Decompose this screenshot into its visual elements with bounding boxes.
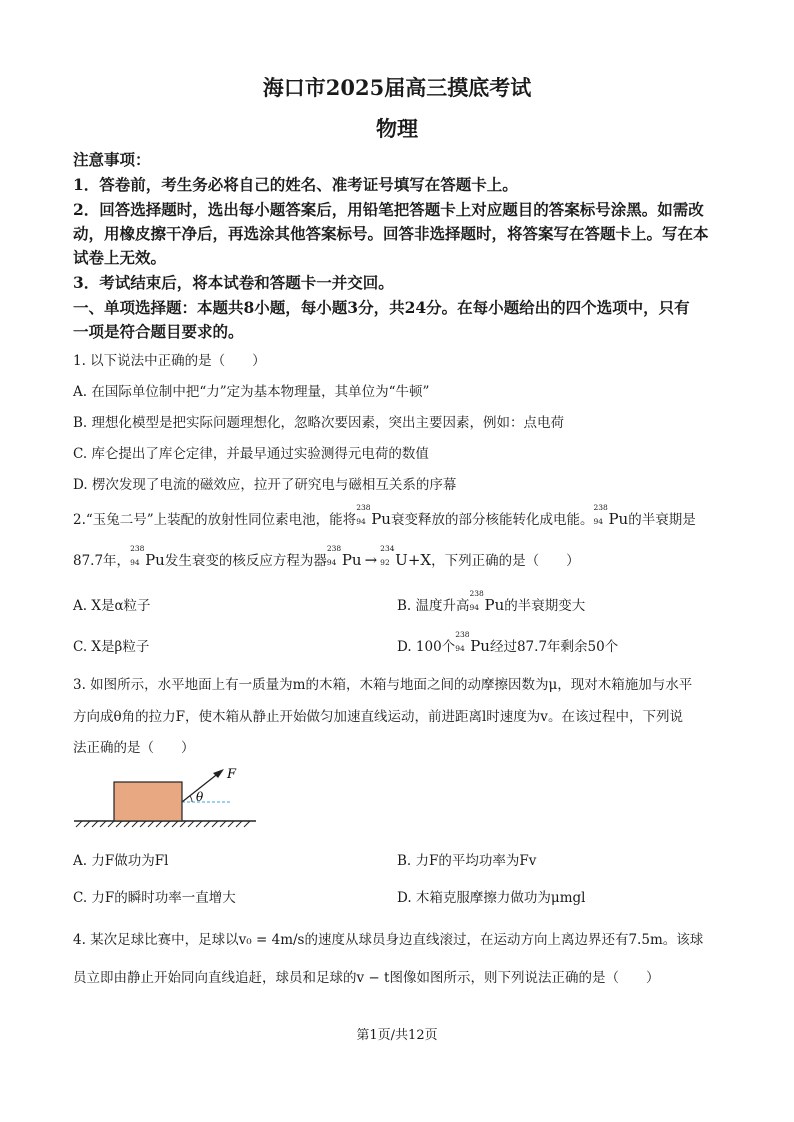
q2-option-b-text-end: 的半衰期变大	[504, 598, 586, 614]
wooden-box	[114, 782, 182, 821]
nuclide-pu-238: 238 94 Pu	[356, 503, 391, 528]
nuclide-pu-238: 238 94 Pu	[593, 503, 629, 528]
notice-item-2-cont: 动，用橡皮擦干净后，再选涂其他答案标号。回答非选择题时，将答案写在答题卡上。写在本	[73, 224, 709, 243]
q2-option-a: A. X是α粒子	[73, 598, 151, 614]
ground-hatching	[76, 821, 250, 827]
section-heading-line2: 一项是符合题目要求的。	[73, 322, 244, 341]
notice-heading: 注意事项：	[73, 150, 151, 169]
nuclide-u-234: 234 92 U	[380, 544, 408, 569]
q2-option-d	[397, 630, 619, 655]
q3-option-d: D. 木箱克服摩擦力做功为μmgl	[397, 890, 586, 906]
q4-stem-line1: 4. 某次足球比赛中，足球以v₀ = 4m/s的速度从球员身边直线滚过，在运动方向上离边界还有7.5m。该球	[73, 932, 704, 948]
angle-theta-label: θ	[196, 790, 204, 804]
q1-option-b: B. 理想化模型是把实际问题理想化，忽略次要因素，突出主要因素，例如：点电荷	[73, 415, 565, 431]
angle-arc	[190, 796, 192, 802]
notice-item-1: 1．答卷前，考生务必将自己的姓名、准考证号填写在答题卡上。	[73, 175, 518, 194]
nuclide-pu-238: 238 94 Pu	[455, 630, 490, 655]
notice-item-3: 3．考试结束后，将本试卷和答题卡一并交回。	[73, 273, 394, 292]
q2-option-d-text: D. 100个	[397, 639, 456, 655]
q2-line1	[73, 503, 696, 528]
q3-option-c: C. 力F的瞬时功率一直增大	[73, 890, 236, 906]
notice-item-2-end: 试卷上无效。	[73, 248, 167, 267]
q3-stem-line2: 方向成θ角的拉力F，使木箱从静止开始做匀加速直线运动，前进距离l时速度为v。在该过程中，下列说	[73, 709, 683, 725]
q2-option-b	[397, 589, 586, 614]
q3-option-b: B. 力F的平均功率为Fv	[397, 853, 537, 869]
q1-stem: 1. 以下说法中正确的是（ ）	[73, 353, 266, 369]
nuclide-pu-238: 238 94 Pu	[326, 544, 362, 569]
q1-option-c: C. 库仑提出了库仑定律，并最早通过实验测得元电荷的数值	[73, 446, 429, 462]
q1-option-d: D. 楞次发现了电流的磁效应，拉开了研究电与磁相互关系的序幕	[73, 477, 457, 493]
force-label: F	[227, 767, 237, 782]
q3-stem-line3: 法正确的是（ ）	[73, 740, 195, 756]
reaction-arrow: →	[364, 551, 378, 569]
notice-item-2: 2．回答选择题时，选出每小题答案后，用铅笔把答题卡上对应题目的答案标号涂黑。如需改	[73, 200, 704, 219]
q2-text-1a: 2.“玉兔二号”上装配的放射性同位素电池，能将	[73, 512, 357, 528]
q4-stem-line2: 员立即由静止开始同向直线追赶，球员和足球的v − t图像如图所示，则下列说法正确的是（ ）	[73, 970, 660, 986]
q3-option-a: A. 力F做功为Fl	[73, 853, 169, 869]
nuclide-pu-238: 238 94 Pu	[130, 544, 165, 569]
q2-text-1c: 的半衰期是	[628, 512, 696, 528]
q2-text-1b: 衰变释放的部分核能转化成电能。	[390, 512, 594, 528]
q2-option-c: C. X是β粒子	[73, 639, 150, 655]
q2-line2	[73, 544, 580, 569]
q1-option-a: A. 在国际单位制中把“力”定为基本物理量，其单位为“牛顿”	[73, 384, 430, 400]
q3-box-figure	[70, 762, 260, 832]
q2-option-b-text: B. 温度升高	[397, 598, 470, 614]
q2-option-d-text-end: 经过87.7年剩余50个	[489, 639, 619, 655]
subject-title: 物理	[376, 116, 418, 141]
q2-text-2c: ，下列正确的是（ ）	[431, 553, 580, 569]
page-footer: 第1页/共12页	[356, 1028, 438, 1043]
reaction-product-x: +X	[407, 551, 432, 569]
q2-text-2a: 87.7年，	[73, 553, 131, 569]
q2-text-2b: 发生衰变的核反应方程为器	[164, 553, 327, 569]
exam-title: 海口市2025届高三摸底考试	[262, 75, 532, 100]
nuclide-pu-238: 238 94 Pu	[469, 589, 505, 614]
q3-stem-line1: 3. 如图所示，水平地面上有一质量为m的木箱，木箱与地面之间的动摩擦因数为μ，现对木箱施加与水平	[73, 677, 693, 693]
section-heading-line1: 一、单项选择题：本题共8小题，每小题3分，共24分。在每小题给出的四个选项中，只有	[73, 298, 690, 317]
